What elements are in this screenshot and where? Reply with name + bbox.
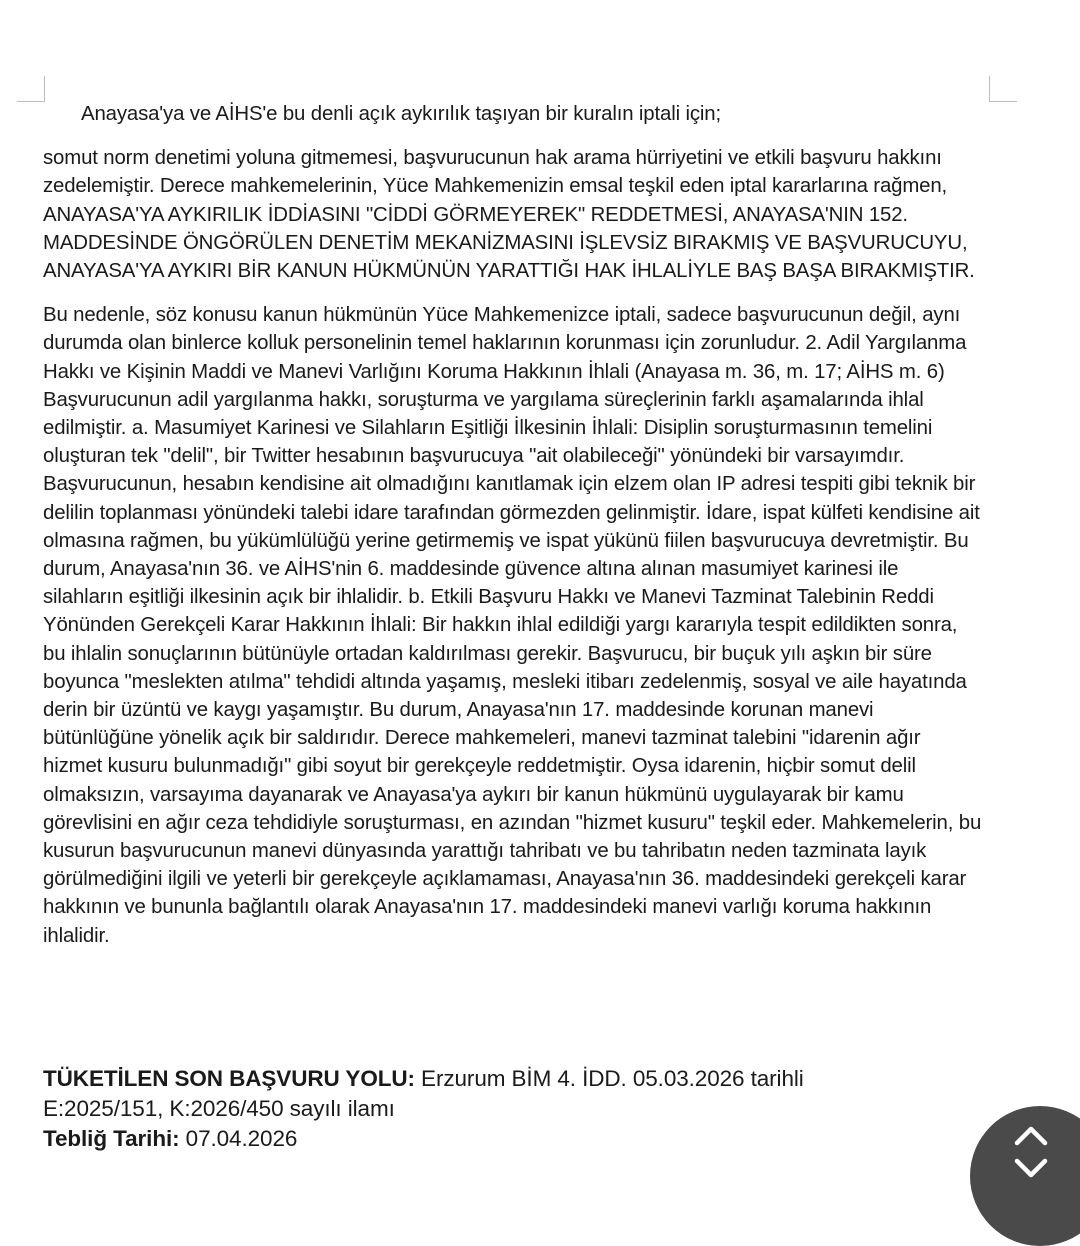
last-remedy-decision: E:2025/151, K:2026/450 sayılı ilamı bbox=[43, 1096, 395, 1121]
last-remedy-value: Erzurum BİM 4. İDD. 05.03.2026 tarihli bbox=[414, 1066, 804, 1091]
chevron-down-icon bbox=[1014, 1156, 1048, 1178]
last-remedy-line bbox=[43, 1064, 963, 1094]
crop-mark-top-right bbox=[989, 76, 1017, 102]
notification-date: 07.04.2026 bbox=[179, 1126, 298, 1151]
last-remedy-label: TÜKETİLEN SON BAŞVURU YOLU: bbox=[43, 1066, 415, 1091]
paragraph-fair-trial: Bu nedenle, söz konusu kanun hükmünün Yüce Mahkemenizce iptali, sadece başvurucunun değil, aynı durumda olan binlerce kolluk personelinin temel haklarının korunması için zorunludur. 2. Adil Yargılanma Hakkı ve Kişinin Maddi ve Manevi Varlığını Koruma Hakkının İhlali (Anayasa m. 36, m. 17; AİHS m. 6) Başvurucunun adil yargılanma hakkı, soruşturma ve yargılama süreçlerinin farklı aşamalarında ihlal edilmiştir. a. Masumiyet Karinesi ve Silahların Eşitliği İlkesinin İhlali: Disiplin soruşturmasının temelini oluşturan tek "delil", bir Twitter hesabının başvurucuya "ait olabileceği" yönündeki bir varsayımdır. Başvurucunun, hesabın kendisine ait olmadığını kanıtlamak için elzem olan IP adresi tespiti gibi teknik bir delilin toplanması yönündeki talebi idare tarafından görmezden gelinmiştir. İdare, ispat külfeti kendisine ait olmasına rağmen, bu yükümlülüğü yerine getirmemiş ve ispat yükünü fiilen başvurucuya devretmiştir. Bu durum, Anayasa'nın 36. ve AİHS'nin 6. maddesinde güvence altına alınan masumiyet karinesi ile silahların eşitliği ilkesinin açık bir ihlalidir. b. Etkili Başvuru Hakkı ve Manevi Tazminat Talebinin Reddi Yönünden Gerekçeli Karar Hakkının İhlali: Bir hakkın ihlal edildiği yargı kararıyla tespit edildikten sonra, bu ihlalin sonuçlarının bütünüyle ortadan kaldırılması gerekir. Başvurucu, bir buçuk yılı aşkın bir süre boyunca "meslekten atılma" tehdidi altında yaşamış, mesleki itibarı zedelenmiş, sosyal ve aile hayatında derin bir üzüntü ve kaygı yaşamıştır. Bu durum, Anayasa'nın 17. maddesinde korunan manevi bütünlüğüne yönelik açık bir saldırıdır. Derece mahkemeleri, manevi tazminat talebini "idarenin ağır hizmet kusuru bulunmadığı" gibi soyut bir gerekçeyle reddetmiştir. Oysa idarenin, hiçbir somut delil olmaksızın, varsayıma dayanarak ve Anayasa'ya aykırı bir kanun hükmünü uygulayarak bir kamu görevlisini en ağır ceza tehdidiyle soruşturması, en azından "hizmet kusuru" teşkil eder. Mahkemelerin, bu kusurun başvurucunun manevi dünyasında yarattığı tahribatı ve bu tahribatın neden tazminata layık görülmediğini ilgili ve yeterli bir gerekçeyle açıklamaması, Anayasa'nın 36. maddesindeki gerekçeli karar hakkının ve bununla bağlantılı olarak Anayasa'nın 17. maddesindeki manevi varlığı koruma hakkının ihlalidir. bbox=[43, 304, 982, 947]
paragraph-intro: Anayasa'ya ve AİHS'e bu denli açık aykırılık taşıyan bir kuralın iptali için; bbox=[81, 103, 721, 125]
paragraph-norm-review: somut norm denetimi yoluna gitmemesi, başvurucunun hak arama hürriyetini ve etkili başvuru hakkını zedelemiştir. Derece mahkemelerinin, Yüce Mahkemenizin emsal teşkil eden iptal kararlarına rağmen, ANAYASA'YA AYKIRILIK İDDİASINI "CİDDİ GÖRMEYEREK" REDDETMESİ, ANAYASA'NIN 152. MADDESİNDE ÖNGÖRÜLEN DENETİM MEKANİZMASINI İŞLEVSİZ BIRAKMIŞ VE BAŞVURUCUYU, ANAYASA'YA AYKIRI BİR KANUN HÜKMÜNÜN YARATTIĞI HAK İHLALİYLE BAŞ BAŞA BIRAKMIŞTIR. bbox=[43, 147, 975, 283]
notification-label: Tebliğ Tarihi: bbox=[43, 1126, 180, 1151]
chevron-up-icon bbox=[1014, 1124, 1048, 1146]
crop-mark-top-left bbox=[17, 76, 45, 102]
document-body bbox=[43, 100, 983, 950]
scroll-to-top-button[interactable] bbox=[970, 1106, 1080, 1246]
notification-line bbox=[43, 1124, 963, 1154]
document-footer bbox=[43, 1064, 963, 1154]
